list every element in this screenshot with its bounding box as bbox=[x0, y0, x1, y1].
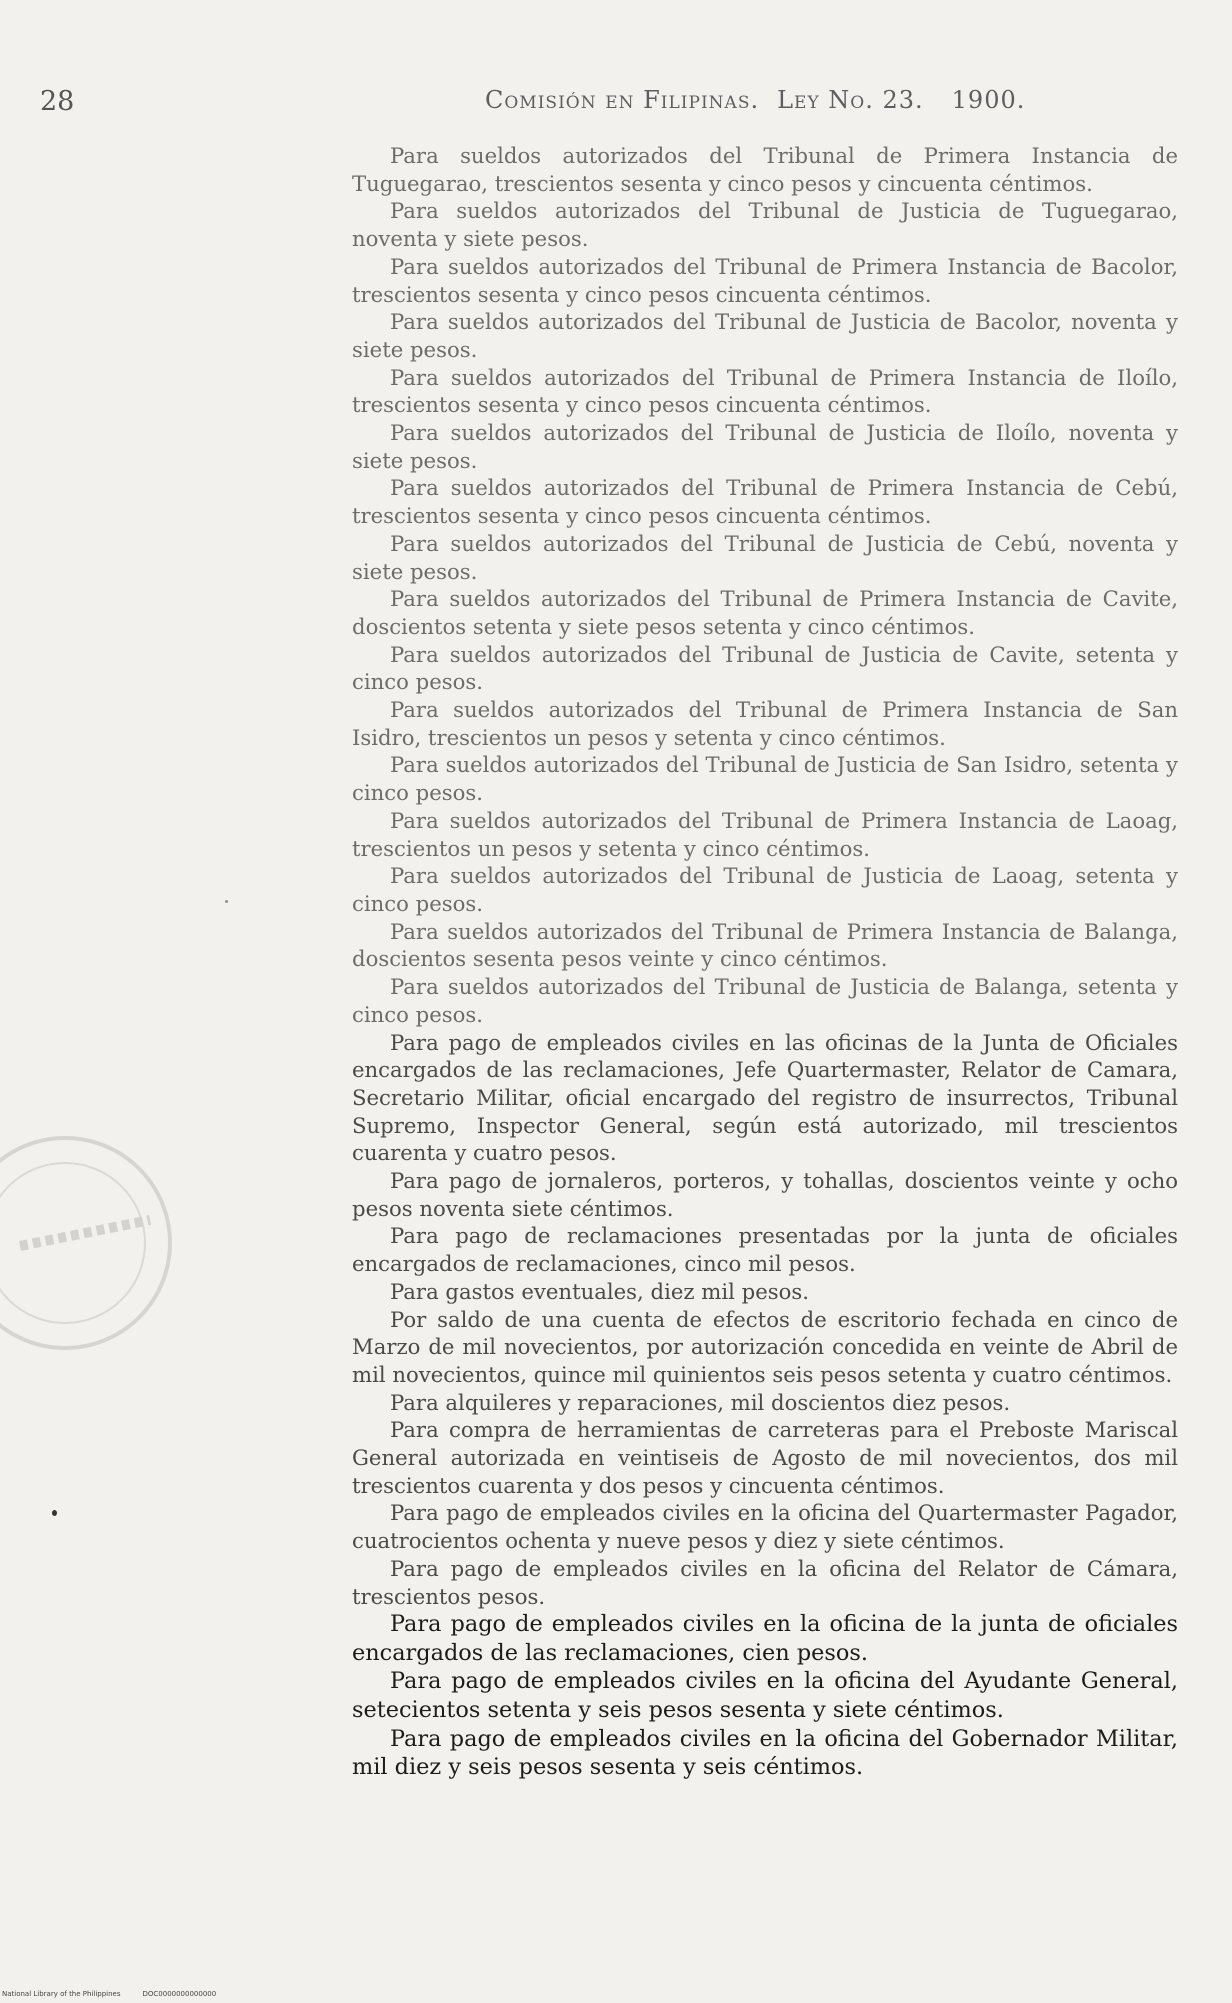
paragraph: Para sueldos autorizados del Tribunal de Primera Instancia de Laoag, trescientos un pesos y setenta y cinco céntimos. bbox=[352, 807, 1178, 861]
paragraph: Para sueldos autorizados del Tribunal de Justicia de Bacolor, noventa y siete pesos. bbox=[352, 309, 1178, 362]
paragraph: Para sueldos autorizados del Tribunal de Primera Instancia de Cavite, doscientos setenta y siete pesos setenta y cinco céntimos. bbox=[352, 586, 1178, 639]
paragraph: Para sueldos autorizados del Tribunal de Justicia de Iloílo, noventa y siete pesos. bbox=[352, 420, 1178, 473]
paragraph: Para pago de empleados civiles en la oficina del Relator de Cámara, trescientos pesos. bbox=[352, 1555, 1178, 1609]
paragraph: Por saldo de una cuenta de efectos de escritorio fechada en cinco de Marzo de mil novecientos, por autorización concedida en veinte de Abril de mil novecientos, quince mil quinientos seis pesos setenta y cuatro céntimos. bbox=[352, 1306, 1178, 1387]
paragraph: Para sueldos autorizados del Tribunal de Justicia de Balanga, setenta y cinco pesos. bbox=[352, 974, 1178, 1027]
library-stamp-icon bbox=[0, 1128, 205, 1358]
paragraph: Para sueldos autorizados del Tribunal de Primera Instancia de San Isidro, trescientos un pesos y setenta y cinco céntimos. bbox=[352, 697, 1178, 750]
paragraph: Para pago de empleados civiles en la oficina de la junta de oficiales encargados de las reclamaciones, cien pesos. bbox=[352, 1611, 1178, 1666]
scan-footer bbox=[2, 1990, 216, 1998]
paragraph: Para sueldos autorizados del Tribunal de Primera Instancia de Iloílo, trescientos sesenta y cinco pesos cincuenta céntimos. bbox=[352, 364, 1178, 418]
paragraph: Para sueldos autorizados del Tribunal de Primera Instancia de Balanga, doscientos sesenta pesos veinte y cinco céntimos. bbox=[352, 918, 1178, 972]
paragraph: Para pago de empleados civiles en la oficina del Quartermaster Pagador, cuatrocientos ochenta y nueve pesos y diez y siete céntimos. bbox=[352, 1500, 1178, 1554]
page-number: 28 bbox=[40, 86, 75, 117]
paragraph: Para gastos eventuales, diez mil pesos. bbox=[390, 1278, 810, 1304]
paragraph: Para sueldos autorizados del Tribunal de Primera Instancia de Tuguegarao, trescientos sesenta y cinco pesos y cincuenta céntimos. bbox=[352, 143, 1178, 196]
paragraph: Para sueldos autorizados del Tribunal de Justicia de Tuguegarao, noventa y siete pesos. bbox=[352, 198, 1178, 252]
paragraph: Para sueldos autorizados del Tribunal de Justicia de Cavite, setenta y cinco pesos. bbox=[352, 641, 1178, 695]
running-head-year: 1900. bbox=[951, 86, 1026, 114]
running-head bbox=[485, 86, 1025, 114]
paragraph: Para sueldos autorizados del Tribunal de Primera Instancia de Bacolor, trescientos sesenta y cinco pesos cincuenta céntimos. bbox=[352, 253, 1178, 307]
paragraph: Para sueldos autorizados del Tribunal de Justicia de San Isidro, setenta y cinco pesos. bbox=[352, 752, 1178, 806]
paragraph: Para pago de empleados civiles en las oficinas de la Junta de Oficiales encargados de las reclamaciones, Jefe Quartermaster, Relator de Camara, Secretario Militar, oficial encargado del registro de insurrectos, Tribunal Supremo, Inspector General, según está autorizado, mil trescientos cuarenta y cuatro pesos. bbox=[352, 1029, 1178, 1166]
paragraph: Para pago de empleados civiles en la oficina del Ayudante General, setecientos setenta y seis pesos sesenta y siete céntimos. bbox=[352, 1668, 1178, 1724]
footer-scan-id: DOC0000000000000 bbox=[142, 1990, 217, 1998]
paragraph: Para sueldos autorizados del Tribunal de Primera Instancia de Cebú, trescientos sesenta y cinco pesos cincuenta céntimos. bbox=[352, 475, 1178, 529]
paragraph: Para alquileres y reparaciones, mil doscientos diez pesos. bbox=[390, 1389, 1011, 1415]
paragraph: Para pago de jornaleros, porteros, y tohallas, doscientos veinte y ocho pesos noventa siete céntimos. bbox=[352, 1168, 1178, 1221]
paragraph: Para pago de empleados civiles en la oficina del Gobernador Militar, mil diez y seis pesos sesenta y seis céntimos. bbox=[352, 1725, 1178, 1781]
running-head-commission: Comisión en Filipinas. bbox=[485, 86, 760, 114]
paragraph: Para pago de reclamaciones presentadas por la junta de oficiales encargados de reclamaciones, cinco mil pesos. bbox=[352, 1223, 1178, 1277]
paragraph: Para compra de herramientas de carreteras para el Preboste Mariscal General autorizada en veintiseis de Agosto de mil novecientos, dos mil trescientos cuarenta y dos pesos y cincuenta céntimos. bbox=[352, 1417, 1178, 1498]
body-text bbox=[352, 142, 1178, 1782]
paragraph: Para sueldos autorizados del Tribunal de Justicia de Cebú, noventa y siete pesos. bbox=[352, 530, 1178, 584]
ink-speck bbox=[52, 1510, 57, 1516]
footer-library: National Library of the Philippines bbox=[2, 1990, 121, 1998]
ink-speck bbox=[225, 900, 228, 903]
running-head-law: Ley No. 23. bbox=[777, 86, 924, 114]
paragraph: Para sueldos autorizados del Tribunal de Justicia de Laoag, setenta y cinco pesos. bbox=[352, 863, 1178, 916]
